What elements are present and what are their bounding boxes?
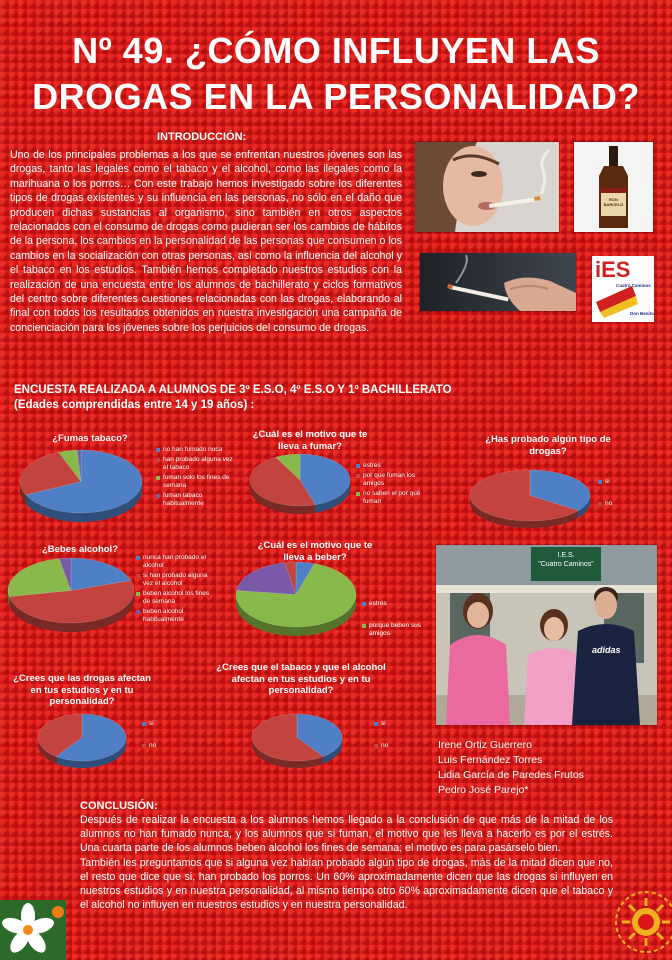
- legend-item: [136, 572, 218, 588]
- chart7-title: ¿Crees que el tabaco y que el alcohol afectan en tus estudios y en tu personalidad?: [216, 662, 386, 696]
- legend-label: fuman tabaco habitualmente: [163, 492, 204, 507]
- conclusion-text: [80, 813, 613, 912]
- chart5-title: ¿Cuál es el motivo que te lleva a beber?: [257, 540, 373, 563]
- chart4-title: ¿Bebes alcohol?: [41, 544, 118, 555]
- legend-label: estrés: [369, 600, 387, 607]
- school-sign-line1: I.E.S.: [557, 552, 575, 559]
- logo-subtitle: Cuatro Caminos: [616, 283, 651, 288]
- legend-label: por que fuman los amigos: [363, 472, 416, 487]
- bottle-label: RON BARCELÓ: [603, 197, 624, 207]
- authors-list: [438, 738, 584, 798]
- legend-swatch: [356, 492, 360, 496]
- legend-item: [156, 446, 238, 454]
- sun-seal-icon: [608, 880, 672, 960]
- legend-swatch: [156, 458, 160, 462]
- chart7-pie: [250, 712, 344, 770]
- chart4-legend: [136, 554, 218, 626]
- chart6-legend: [142, 720, 182, 752]
- legend-item: [142, 742, 182, 750]
- legend-label: beben alcohol habitualmente: [143, 608, 184, 623]
- group-photo: [435, 544, 658, 726]
- legend-label: porque beben sus amigos: [369, 622, 422, 637]
- legend-swatch: [136, 592, 140, 596]
- legend-label: nunca han probado el alcohol: [143, 554, 206, 569]
- legend-swatch: [374, 744, 378, 748]
- legend-label: fuman solo los fines de semana: [163, 474, 230, 489]
- author-name: Irene Ortiz Guerrero: [438, 739, 532, 751]
- author-name: Luis Fernández Torres: [438, 754, 543, 766]
- legend-swatch: [142, 722, 146, 726]
- legend-item: [362, 622, 432, 638]
- chart6-pie: [36, 712, 128, 770]
- intro-heading: INTRODUCCIÓN:: [157, 131, 247, 143]
- conclusion-heading: CONCLUSIÓN:: [80, 800, 158, 812]
- legend-label: han probado alguna vez el tabaco: [163, 456, 233, 471]
- legend-swatch: [356, 474, 360, 478]
- chart2-pie: [248, 452, 352, 516]
- page-title: Nº 49. ¿CÓMO INFLUYEN LAS DROGAS EN LA PERSONALIDAD?: [32, 30, 640, 117]
- legend-item: [356, 462, 426, 470]
- chart3-title: ¿Has probado algún tipo de drogas?: [485, 434, 611, 457]
- legend-label: estrés: [363, 462, 381, 469]
- legend-swatch: [142, 744, 146, 748]
- legend-swatch: [136, 574, 140, 578]
- chart3-legend: [598, 478, 648, 510]
- legend-label: beben alcohol los fines de semana: [143, 590, 210, 605]
- flower-icon: [0, 900, 66, 960]
- cigarette-hand-photo: [419, 252, 577, 312]
- legend-item: [374, 720, 414, 728]
- chart2-title: ¿Cuál es el motivo que te lleva a fumar?: [252, 429, 368, 452]
- legend-swatch: [374, 722, 378, 726]
- survey-heading-line2: (Edades comprendidas entre 14 y 19 años) :: [14, 398, 255, 411]
- legend-item: [598, 478, 648, 486]
- legend-label: no: [381, 742, 389, 749]
- legend-item: [142, 720, 182, 728]
- legend-swatch: [156, 494, 160, 498]
- author-name: Pedro José Parejo*: [438, 784, 529, 796]
- legend-swatch: [356, 464, 360, 468]
- chart1-title: ¿Fumas tabaco?: [52, 433, 128, 444]
- legend-label: si: [149, 720, 154, 727]
- legend-swatch: [598, 502, 602, 506]
- legend-item: [156, 492, 238, 508]
- legend-item: [136, 608, 218, 624]
- survey-heading-line1: ENCUESTA REALIZADA A ALUMNOS DE 3º E.S.O, 4º E.S.O Y 1º BACHILLERATO: [14, 384, 452, 396]
- logo-text: iES: [595, 257, 631, 282]
- chart6-title: ¿Crees que las drogas afectan en tus estudios y en tu personalidad?: [13, 673, 151, 707]
- legend-item: [156, 456, 238, 472]
- school-sign-line2: "Cuatro Caminos": [538, 561, 594, 568]
- legend-item: [156, 474, 238, 490]
- conclusion-paragraph: También les preguntamos que si alguna vez habían probado algún tipo de drogas, más de la mitad dicen que no, el resto que dice que si, han probado los porros. Un 60% aproximadamente dicen que las drogas si influyen en nuestros estudios y en nuestra personalidad, al mismo tiempo otro 60% aproximadamente dicen que el tabaco y el alcohol no influyen en nuestros estudios y en nuestra personalidad.: [80, 856, 613, 912]
- chart3-pie: [468, 468, 592, 530]
- legend-label: no han fumado nuca: [163, 446, 223, 453]
- school-sign: [531, 551, 601, 569]
- legend-item: [136, 554, 218, 570]
- legend-item: [374, 742, 414, 750]
- survey-heading: [14, 383, 452, 412]
- chart7-legend: [374, 720, 414, 752]
- author-name: Lidia García de Paredes Frutos: [438, 769, 584, 781]
- chart1-legend: [156, 446, 238, 510]
- chart5-legend: [362, 600, 432, 640]
- legend-swatch: [156, 476, 160, 480]
- legend-swatch: [598, 480, 602, 484]
- school-logo: [592, 256, 654, 322]
- chart4-pie: [6, 556, 136, 634]
- conclusion-paragraph: Después de realizar la encuesta a los alumnos hemos llegado a la conclusión de que más de la mitad de los alumnos no han fumado nunca, y los alumnos que si fuman, el motivo que les lleva a hacerlo es por el estrés. Una cuarta parte de los alumnos beben alcohol los fines de semana; el motivo es para pasárselo bien.: [80, 814, 613, 855]
- legend-label: no: [605, 500, 613, 507]
- chart2-legend: [356, 462, 426, 508]
- legend-label: si: [381, 720, 386, 727]
- legend-item: [356, 472, 426, 488]
- chart1-pie: [18, 448, 144, 524]
- smoking-woman-photo: [414, 141, 560, 233]
- legend-item: [136, 590, 218, 606]
- legend-item: [598, 500, 648, 508]
- legend-label: si han probado alguna vez el alcohol: [143, 572, 208, 587]
- intro-text: Uno de los principales problemas a los que se enfrentan nuestros jóvenes son las drogas, tanto las legales como el tabaco y el alcohol, como las ilegales como la marihuana o los porros… Con este trabajo hemos investigado sobre los diferentes tipos de drogas existentes y su influencia en las personas, no sólo en el daño que producen dichas sustancias al organismo, sino también en otros aspectos relacionados con el consumo de drogas como pudieran ser los cambios de hábitos de la persona, los cambios en la personalidad de las personas que consumen o los cambios en la socialización con otras personas, así como la influencia del alcohol y el tabaco en los estudios. También hemos completado nuestros estudios con la realización de una encuesta entre los alumnos de bachillerato y ciclos formativos del centro sobre diferentes cuestiones relacionadas con las drogas, elaborando al final con todos los resultados obtenidos en nuestra investigación una campaña de concienciación para los jóvenes sobre los perjuicios del consumo de drogas.: [10, 149, 402, 334]
- legend-swatch: [136, 610, 140, 614]
- legend-label: no: [149, 742, 157, 749]
- legend-label: si: [605, 478, 610, 485]
- legend-label: no saben el por qué fuman: [363, 490, 421, 505]
- legend-swatch: [156, 448, 160, 452]
- logo-town: Don Benito: [630, 311, 654, 316]
- legend-swatch: [362, 602, 366, 606]
- rum-bottle-photo: [573, 141, 654, 233]
- shirt-text: adidas: [592, 645, 621, 655]
- legend-swatch: [136, 556, 140, 560]
- chart5-pie: [234, 560, 358, 638]
- legend-item: [356, 490, 426, 506]
- legend-item: [362, 600, 432, 608]
- legend-swatch: [362, 624, 366, 628]
